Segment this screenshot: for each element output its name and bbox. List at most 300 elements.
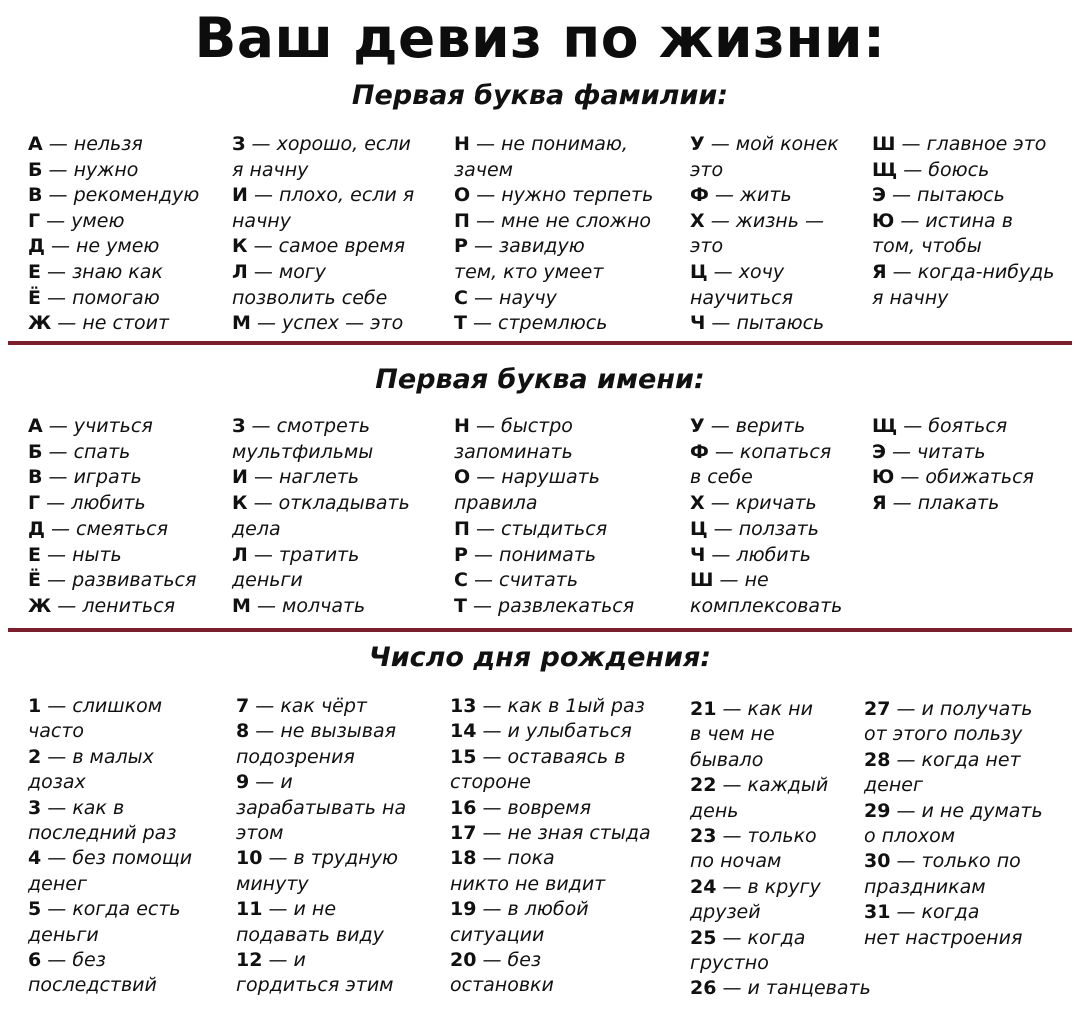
entry-key: Д xyxy=(28,235,45,258)
list-item xyxy=(872,132,1055,158)
list-item xyxy=(236,923,406,948)
list-item xyxy=(28,821,192,846)
name-column-5 xyxy=(872,414,1034,517)
entry-text: — учиться xyxy=(42,415,153,437)
entry-key: 28 xyxy=(864,748,891,771)
list-item xyxy=(454,491,634,517)
entry-text: день xyxy=(690,799,739,822)
list-item xyxy=(232,568,410,594)
list-item xyxy=(690,799,871,824)
section-divider xyxy=(8,628,1072,632)
entry-text: подозрения xyxy=(236,745,355,768)
entry-key: 18 xyxy=(450,847,477,870)
entry-key: 16 xyxy=(450,796,477,819)
section-heading-name: Первая буква имени: xyxy=(375,364,705,395)
entry-text: — в любой xyxy=(476,898,589,921)
surname-column-1 xyxy=(28,132,199,337)
entry-key: 17 xyxy=(450,822,477,845)
entry-key: Ф xyxy=(690,440,709,463)
entry-key: 10 xyxy=(236,847,263,870)
list-item xyxy=(28,543,196,569)
list-item xyxy=(454,465,634,491)
entry-text: — читать xyxy=(885,440,986,463)
list-item xyxy=(454,543,634,569)
entry-text: деньги xyxy=(232,569,303,592)
list-item xyxy=(872,286,1055,312)
entry-key: Ц xyxy=(690,260,708,283)
entry-key: Е xyxy=(28,543,41,566)
list-item xyxy=(864,824,1043,849)
list-item xyxy=(690,440,842,466)
entry-text: — мой конек xyxy=(704,133,839,155)
entry-key: 31 xyxy=(864,901,891,924)
entry-key: С xyxy=(454,569,468,592)
list-item xyxy=(28,440,196,466)
entry-text: том, чтобы xyxy=(872,235,982,258)
list-item xyxy=(450,745,651,770)
list-item xyxy=(28,311,199,337)
entry-key: О xyxy=(454,184,471,207)
entry-text: минуту xyxy=(236,872,309,895)
entry-key: 3 xyxy=(28,796,42,819)
list-item xyxy=(690,697,871,722)
entry-key: 1 xyxy=(28,695,42,717)
birthday-column-3 xyxy=(450,694,651,999)
entry-text: деньги xyxy=(28,923,99,946)
entry-text: гордиться этим xyxy=(236,974,394,997)
entry-key: 19 xyxy=(450,898,477,921)
entry-text: — стремлюсь xyxy=(466,312,608,335)
list-item xyxy=(690,594,842,620)
list-item xyxy=(28,796,192,821)
entry-text: мультфильмы xyxy=(232,440,374,463)
entry-key: Я xyxy=(872,260,887,283)
entry-text: — в малых xyxy=(41,745,154,768)
entry-key: 27 xyxy=(864,698,891,720)
entry-key: Л xyxy=(232,260,248,283)
entry-text: — и танцевать xyxy=(716,977,871,1000)
list-item xyxy=(28,260,199,286)
entry-text: — и xyxy=(262,949,306,972)
list-item xyxy=(690,517,842,543)
list-item xyxy=(454,158,653,184)
list-item xyxy=(690,491,842,517)
entry-text: — научу xyxy=(467,286,557,309)
list-item xyxy=(236,821,406,846)
list-item xyxy=(236,745,406,770)
entry-text: — как чёрт xyxy=(249,695,367,717)
entry-key: 9 xyxy=(236,771,250,794)
list-item xyxy=(450,770,651,795)
list-item xyxy=(450,821,651,846)
list-item xyxy=(690,748,871,773)
entry-key: Б xyxy=(28,440,43,463)
entry-text: — нарушать xyxy=(470,466,600,489)
entry-text: последствий xyxy=(28,974,157,997)
list-item xyxy=(232,491,410,517)
entry-text: начну xyxy=(232,209,291,232)
name-column-4 xyxy=(690,414,842,620)
list-item xyxy=(690,183,839,209)
entry-key: Ё xyxy=(28,286,41,309)
list-item xyxy=(872,183,1055,209)
list-item xyxy=(232,440,410,466)
list-item xyxy=(690,824,871,849)
list-item xyxy=(236,770,406,795)
entry-key: Х xyxy=(690,209,705,232)
entry-text: — ныть xyxy=(40,543,122,566)
entry-key: 24 xyxy=(690,875,717,898)
entry-text: — как в 1ый раз xyxy=(476,695,645,717)
name-column-1 xyxy=(28,414,196,620)
list-item xyxy=(232,543,410,569)
entry-key: Ч xyxy=(690,543,706,566)
list-item xyxy=(864,799,1043,824)
entry-text: — не вызывая xyxy=(249,720,397,743)
entry-key: 30 xyxy=(864,850,891,873)
entry-key: В xyxy=(28,466,43,489)
entry-key: Т xyxy=(454,312,467,335)
entry-text: дела xyxy=(232,517,281,540)
birthday-column-2 xyxy=(236,694,406,999)
entry-key: Т xyxy=(454,594,467,617)
list-item xyxy=(690,976,871,1001)
list-item xyxy=(28,465,196,491)
entry-text: — и не xyxy=(262,898,337,921)
list-item xyxy=(450,872,651,897)
entry-key: 2 xyxy=(28,745,42,768)
list-item xyxy=(454,260,653,286)
list-item xyxy=(232,517,410,543)
list-item xyxy=(690,722,871,747)
entry-text: стороне xyxy=(450,771,531,794)
entry-key: 5 xyxy=(28,898,42,921)
entry-key: Д xyxy=(28,517,45,540)
entry-text: последний раз xyxy=(28,822,177,845)
entry-text: — только xyxy=(716,825,817,848)
entry-text: в чем не xyxy=(690,723,775,746)
entry-text: — как в xyxy=(41,796,125,819)
list-item xyxy=(690,209,839,235)
entry-text: — и не думать xyxy=(890,799,1043,822)
entry-key: 6 xyxy=(28,949,42,972)
entry-text: — мне не сложно xyxy=(469,209,651,232)
entry-text: — когда xyxy=(716,926,806,949)
entry-text: я начну xyxy=(232,158,309,181)
list-item xyxy=(690,900,871,925)
entry-key: Р xyxy=(454,235,468,258)
list-item xyxy=(28,209,199,235)
entry-text: — не понимаю, xyxy=(469,133,628,155)
entry-key: К xyxy=(232,492,248,515)
list-item xyxy=(232,209,414,235)
entry-key: Х xyxy=(690,492,705,515)
list-item xyxy=(864,722,1043,747)
entry-key: О xyxy=(454,466,471,489)
surname-column-3 xyxy=(454,132,653,337)
list-item xyxy=(28,745,192,770)
entry-key: У xyxy=(690,133,705,155)
list-item xyxy=(28,517,196,543)
entry-key: 29 xyxy=(864,799,891,822)
entry-text: — копаться xyxy=(708,440,832,463)
section-heading-birthday: Число дня рождения: xyxy=(368,642,712,673)
entry-key: Ё xyxy=(28,569,41,592)
list-item xyxy=(454,286,653,312)
list-item xyxy=(864,875,1043,900)
list-item xyxy=(236,796,406,821)
entry-key: И xyxy=(232,466,248,489)
entry-key: Ж xyxy=(28,312,52,335)
entry-text: я начну xyxy=(872,286,949,309)
entry-key: Ю xyxy=(872,209,895,232)
list-item xyxy=(28,948,192,973)
entry-key: Б xyxy=(28,158,43,181)
entry-key: Ж xyxy=(28,594,52,617)
entry-text: — любить xyxy=(40,492,146,515)
entry-text: друзей xyxy=(690,901,761,924)
entry-text: это xyxy=(690,235,724,258)
surname-column-5 xyxy=(872,132,1055,311)
entry-text: праздникам xyxy=(864,875,986,898)
list-item xyxy=(232,234,414,260)
entry-key: 12 xyxy=(236,949,263,972)
entry-text: — молчать xyxy=(250,594,366,617)
list-item xyxy=(690,260,839,286)
entry-text: от этого пользу xyxy=(864,723,1023,746)
entry-key: 15 xyxy=(450,745,477,768)
entry-key: 4 xyxy=(28,847,42,870)
section-heading-surname: Первая буква фамилии: xyxy=(351,80,729,111)
surname-column-4 xyxy=(690,132,839,337)
list-item xyxy=(690,773,871,798)
entry-text: — пока xyxy=(476,847,555,870)
entry-text: — играть xyxy=(42,466,142,489)
list-item xyxy=(236,897,406,922)
entry-key: Я xyxy=(872,492,887,515)
entry-key: У xyxy=(690,415,705,437)
list-item xyxy=(28,414,196,440)
entry-text: — бояться xyxy=(897,415,1008,437)
entry-key: Щ xyxy=(872,415,898,437)
entry-key: Л xyxy=(232,543,248,566)
entry-key: Н xyxy=(454,415,470,437)
entry-text: — когда есть xyxy=(41,898,181,921)
entry-key: 23 xyxy=(690,825,717,848)
list-item xyxy=(872,209,1055,235)
entry-text: грустно xyxy=(690,952,769,975)
entry-key: 11 xyxy=(236,898,263,921)
entry-key: Э xyxy=(872,440,886,463)
list-item xyxy=(864,849,1043,874)
entry-text: — спать xyxy=(42,440,131,463)
list-item xyxy=(28,491,196,517)
entry-key: С xyxy=(454,286,468,309)
entry-text: — как ни xyxy=(716,698,813,720)
entry-key: Э xyxy=(872,184,886,207)
entry-key: Г xyxy=(28,492,41,515)
list-item xyxy=(690,543,842,569)
entry-text: — откладывать xyxy=(247,492,410,515)
list-item xyxy=(28,973,192,998)
list-item xyxy=(450,897,651,922)
entry-key: 7 xyxy=(236,695,250,717)
entry-text: подавать виду xyxy=(236,923,384,946)
list-item xyxy=(28,594,196,620)
list-item xyxy=(690,951,871,976)
entry-text: — наглеть xyxy=(247,466,360,489)
list-item xyxy=(872,491,1034,517)
list-item xyxy=(690,158,839,184)
entry-text: — без xyxy=(41,949,106,972)
entry-text: запоминать xyxy=(454,440,573,463)
entry-text: правила xyxy=(454,492,538,515)
entry-text: — не xyxy=(713,569,769,592)
entry-text: — без xyxy=(476,949,542,972)
list-item xyxy=(690,465,842,491)
entry-text: по ночам xyxy=(690,850,782,873)
entry-key: Ю xyxy=(872,466,895,489)
list-item xyxy=(232,260,414,286)
entry-text: — помогаю xyxy=(40,286,160,309)
entry-text: — в кругу xyxy=(716,875,821,898)
entry-text: — в трудную xyxy=(262,847,398,870)
entry-text: в себе xyxy=(690,466,753,489)
list-item xyxy=(28,183,199,209)
entry-text: — рекомендую xyxy=(42,184,200,207)
list-item xyxy=(690,926,871,951)
entry-key: Н xyxy=(454,133,470,155)
entry-key: М xyxy=(232,312,251,335)
surname-column-2 xyxy=(232,132,414,337)
entry-key: Ф xyxy=(690,184,709,207)
entry-key: И xyxy=(232,184,248,207)
list-item xyxy=(28,846,192,871)
entry-text: — понимать xyxy=(467,543,597,566)
list-item xyxy=(690,311,839,337)
entry-text: остановки xyxy=(450,974,554,997)
list-item xyxy=(232,311,414,337)
name-column-2 xyxy=(232,414,410,620)
list-item xyxy=(232,183,414,209)
list-item xyxy=(454,594,634,620)
entry-key: А xyxy=(28,133,43,155)
list-item xyxy=(450,694,651,719)
entry-text: часто xyxy=(28,720,85,743)
entry-text: — лениться xyxy=(51,594,176,617)
page-title: Ваш девиз по жизни: xyxy=(194,6,886,70)
list-item xyxy=(450,719,651,744)
list-item xyxy=(690,234,839,260)
entry-key: В xyxy=(28,184,43,207)
list-item xyxy=(450,796,651,821)
list-item xyxy=(450,973,651,998)
list-item xyxy=(454,234,653,260)
entry-text: зарабатывать на xyxy=(236,796,407,819)
entry-text: денег xyxy=(28,872,87,895)
entry-text: — хочу xyxy=(707,260,785,283)
entry-text: — не умею xyxy=(44,235,160,258)
entry-text: о плохом xyxy=(864,825,956,848)
list-item xyxy=(232,158,414,184)
list-item xyxy=(690,132,839,158)
entry-text: — слишком xyxy=(41,695,163,717)
entry-text: — смотреть xyxy=(245,415,371,437)
entry-text: — самое время xyxy=(247,235,406,258)
entry-key: 20 xyxy=(450,949,477,972)
entry-text: — плакать xyxy=(886,492,1000,515)
entry-text: это xyxy=(690,158,724,181)
entry-key: 25 xyxy=(690,926,717,949)
list-item xyxy=(872,414,1034,440)
list-item xyxy=(28,897,192,922)
entry-text: никто не видит xyxy=(450,872,606,895)
entry-text: — любить xyxy=(705,543,811,566)
entry-key: 14 xyxy=(450,720,477,743)
list-item xyxy=(28,923,192,948)
entry-key: П xyxy=(454,209,470,232)
list-item xyxy=(28,158,199,184)
entry-text: этом xyxy=(236,822,284,845)
entry-text: — когда нет xyxy=(890,748,1021,771)
list-item xyxy=(864,773,1043,798)
list-item xyxy=(864,900,1043,925)
list-item xyxy=(690,414,842,440)
list-item xyxy=(28,694,192,719)
entry-text: — и получать xyxy=(890,698,1033,720)
birthday-column-4 xyxy=(690,697,871,1002)
list-item xyxy=(690,568,842,594)
list-item xyxy=(450,948,651,973)
list-item xyxy=(690,849,871,874)
list-item xyxy=(864,926,1043,951)
entry-key: 13 xyxy=(450,695,477,717)
entry-key: Ш xyxy=(872,133,896,155)
entry-key: Г xyxy=(28,209,41,232)
entry-text: — оставаясь в xyxy=(476,745,626,768)
entry-text: — кричать xyxy=(704,492,817,515)
entry-text: — нельзя xyxy=(42,133,143,155)
name-column-3 xyxy=(454,414,634,620)
entry-text: — нужно xyxy=(42,158,139,181)
list-item xyxy=(454,132,653,158)
entry-key: 21 xyxy=(690,698,717,720)
list-item xyxy=(232,465,410,491)
list-item xyxy=(236,719,406,744)
entry-text: — не зная стыда xyxy=(476,822,651,845)
entry-text: — каждый xyxy=(716,774,829,797)
entry-text: — успех — это xyxy=(250,312,404,335)
entry-text: — знаю как xyxy=(40,260,163,283)
list-item xyxy=(28,770,192,795)
entry-text: — жить xyxy=(708,184,792,207)
entry-text: — стыдиться xyxy=(469,517,608,540)
entry-key: М xyxy=(232,594,251,617)
entry-text: бывало xyxy=(690,748,764,771)
entry-text: — развиваться xyxy=(40,569,197,592)
list-item xyxy=(28,872,192,897)
entry-text: — быстро xyxy=(469,415,573,437)
list-item xyxy=(690,875,871,900)
list-item xyxy=(236,973,406,998)
list-item xyxy=(454,517,634,543)
entry-text: позволить себе xyxy=(232,286,388,309)
entry-text: — когда xyxy=(890,901,980,924)
entry-key: 8 xyxy=(236,720,250,743)
entry-text: — развлекаться xyxy=(466,594,635,617)
list-item xyxy=(864,697,1043,722)
list-item xyxy=(864,748,1043,773)
